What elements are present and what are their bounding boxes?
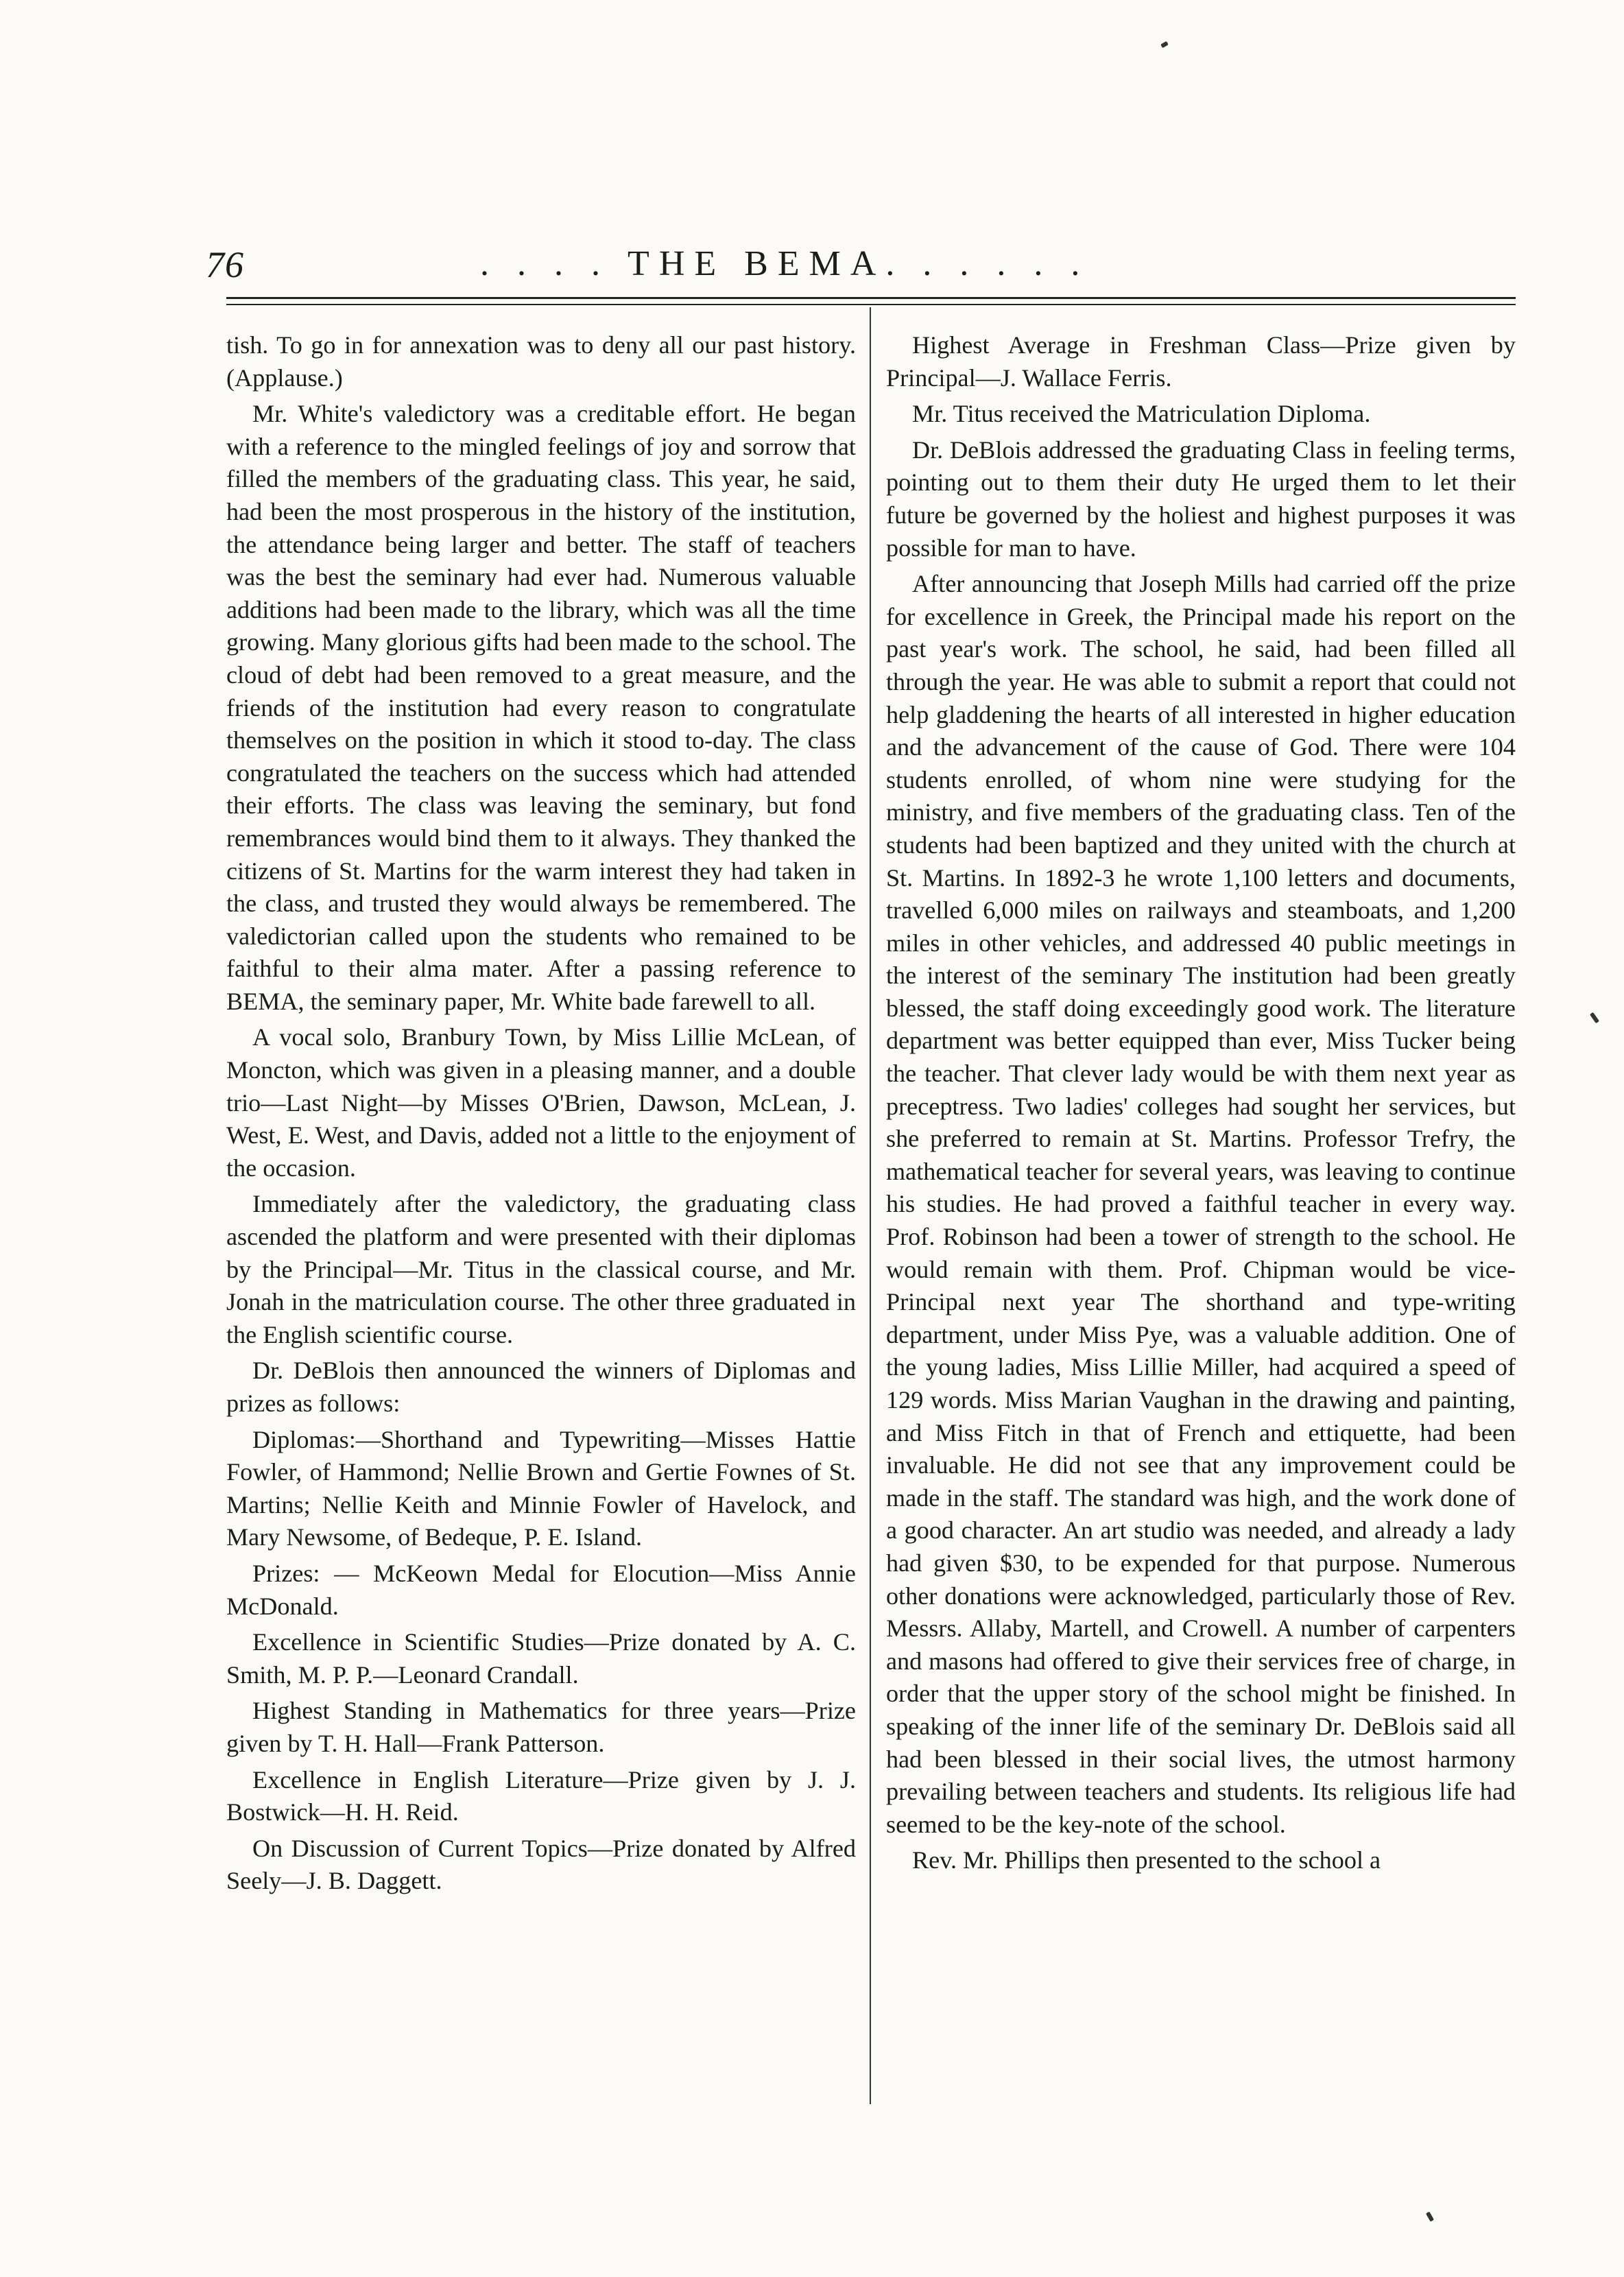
running-head: . . . . THE BEMA. . . . . . <box>480 244 1090 283</box>
paragraph: Mr. White's valedictory was a creditable effort. He began with a reference to the mingled feelings of joy and sorrow that filled the members of the graduating class. This year, he said, had been the most prosperous in the history of the institution, the attendance being larger and better. The staff of teachers was the best the seminary had ever had. Numerous valuable additions had been made to the library, which was all the time growing. Many glorious gifts had been made to the school. The cloud of debt had been removed to a great measure, and the friends of the institution had every reason to congratulate themselves on the position in which it stood to-day. The class congratulated the teachers on the success which had attended their efforts. The class was leaving the seminary, but fond remembrances would bind them to it always. They thanked the citizens of St. Martins for the warm interest they had taken in the class, and trusted they would always be remembered. The valedictorian called upon the students who remained to be faithful to their alma mater. After a passing reference to BEMA, the seminary paper, Mr. White bade farewell to all. <box>226 400 856 1015</box>
left-column <box>226 329 856 1901</box>
paragraph: Rev. Mr. Phillips then presented to the school a <box>912 1846 1381 1874</box>
paragraph: tish. To go in for annexation was to deny all our past history. (Applause.) <box>226 331 856 392</box>
paragraph: Highest Average in Freshman Class—Prize given by Principal—J. Wallace Ferris. <box>886 331 1516 392</box>
paragraph: Immediately after the valedictory, the graduating class ascended the platform and were presented with their diplomas by the Principal—Mr. Titus in the classical course, and Mr. Jonah in the matriculation course. The other three graduated in the English scientific course. <box>226 1190 856 1348</box>
ink-speck <box>1590 1012 1599 1024</box>
paragraph: Prizes: — McKeown Medal for Elocution—Miss Annie McDonald. <box>226 1559 856 1620</box>
header-rule-bottom <box>226 304 1516 305</box>
paragraph: Excellence in Scientific Studies—Prize donated by A. C. Smith, M. P. P.—Leonard Crandall. <box>226 1628 856 1689</box>
paragraph: Highest Standing in Mathematics for three years—Prize given by T. H. Hall—Frank Patterson. <box>226 1697 856 1757</box>
paragraph: Dr. DeBlois addressed the graduating Class in feeling terms, pointing out to them their duty He urged them to let their future be governed by the holiest and highest purposes it was possible for man to have. <box>886 436 1516 562</box>
ink-speck <box>1160 41 1169 48</box>
column-divider <box>870 307 871 2104</box>
right-column <box>886 329 1516 1881</box>
ink-speck <box>1426 2211 1434 2221</box>
paragraph: On Discussion of Current Topics—Prize donated by Alfred Seely—J. B. Daggett. <box>226 1834 856 1895</box>
paragraph: A vocal solo, Branbury Town, by Miss Lillie McLean, of Moncton, which was given in a pleasing manner, and a double trio—Last Night—by Misses O'Brien, Dawson, McLean, J. West, E. West, and Davis, added not a little to the enjoyment of the occasion. <box>226 1023 856 1182</box>
paragraph: Mr. Titus received the Matriculation Diploma. <box>912 400 1371 428</box>
page-number: 76 <box>206 244 244 285</box>
paragraph: Dr. DeBlois then announced the winners of Diplomas and prizes as follows: <box>226 1357 856 1417</box>
paragraph: Excellence in English Literature—Prize given by J. J. Bostwick—H. H. Reid. <box>226 1765 856 1826</box>
paragraph: Diplomas:—Shorthand and Typewriting—Misses Hattie Fowler, of Hammond; Nellie Brown and Gertie Fownes of St. Martins; Nellie Keith and Minnie Fowler of Havelock, and Mary Newsome, of Bedeque, P. E. Island. <box>226 1425 856 1551</box>
paragraph: After announcing that Joseph Mills had carried off the prize for excellence in Greek, the Principal made his report on the past year's work. The school, he said, had been filled all through the year. He was able to submit a report that could not help gladdening the hearts of all interested in higher education and the advancement of the cause of God. There were 104 students enrolled, of whom nine were studying for the ministry, and five members of the graduating class. Ten of the students had been baptized and they united with the church at St. Martins. In 1892-3 he wrote 1,100 letters and documents, travelled 6,000 miles on railways and steamboats, and 1,200 miles in other vehicles, and addressed 40 public meetings in the interest of the seminary The institution had been greatly blessed, the staff doing exceedingly good work. The literature department was better equipped than ever, Miss Tucker being the teacher. That clever lady would be with them next year as preceptress. Two ladies' colleges had sought her services, but she preferred to remain at St. Martins. Professor Trefry, the mathematical teacher for several years, was leaving to continue his studies. He had proved a faithful teacher in every way. Prof. Robinson had been a tower of strength to the school. He would remain with them. Prof. Chipman would be vice-Principal next year The shorthand and type-writing department, under Miss Pye, was a valuable addition. One of the young ladies, Miss Lillie Miller, had acquired a speed of 129 words. Miss Marian Vaughan in the drawing and painting, and Miss Fitch in that of French and ettiquette, had been invaluable. He did not see that any improvement could be made in the staff. The standard was high, and the work done of a good character. An art studio was needed, and already a lady had given $30, to be expended for that purpose. Numerous other donations were acknowledged, particularly those of Rev. Messrs. Allaby, Martell, and Crowell. A number of carpenters and masons had offered to give their services free of charge, in order that the upper story of the school might be finished. In speaking of the inner life of the seminary Dr. DeBlois said all had been blessed in their social lives, the utmost harmony prevailing between teachers and students. Its religious life had seemed to be the key-note of the school. <box>886 570 1516 1838</box>
header-rule-top <box>226 297 1516 299</box>
